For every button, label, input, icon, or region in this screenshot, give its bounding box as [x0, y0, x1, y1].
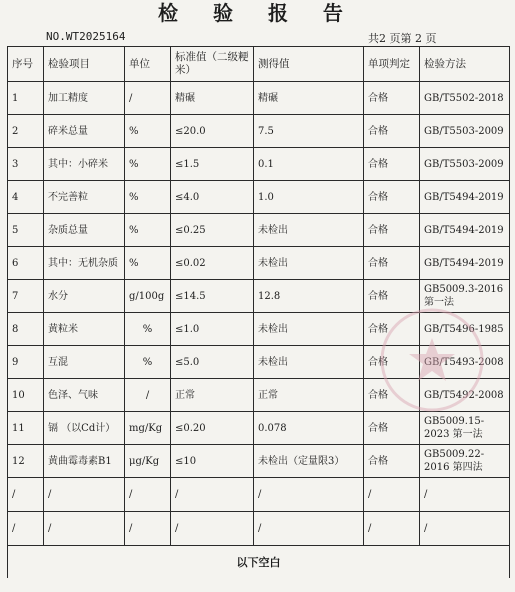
report-title: 检 验 报 告: [158, 1, 357, 25]
cell-judgement: 合格: [364, 346, 420, 379]
cell-measured: 0.1: [254, 148, 364, 181]
cell-no: 12: [8, 445, 44, 478]
col-header-method: 检验方法: [420, 47, 510, 82]
cell-item: 加工精度: [44, 82, 125, 115]
table-row: [8, 148, 510, 181]
cell-item: /: [44, 478, 125, 512]
cell-measured: 7.5: [254, 115, 364, 148]
cell-item: 其中：无机杂质: [44, 247, 125, 280]
cell-method: /: [420, 512, 510, 546]
col-header-measured: 测得值: [254, 47, 364, 82]
cell-no: /: [8, 512, 44, 546]
cell-unit: %: [125, 214, 171, 247]
cell-judgement: 合格: [364, 379, 420, 412]
cell-standard: 精碾: [171, 82, 254, 115]
cell-measured: 精碾: [254, 82, 364, 115]
cell-unit: %: [125, 181, 171, 214]
cell-unit: g/100g: [125, 280, 171, 313]
cell-no: 11: [8, 412, 44, 445]
cell-method: GB/T5502-2018: [420, 82, 510, 115]
col-header-item: 检验项目: [44, 47, 125, 82]
cell-no: 3: [8, 148, 44, 181]
cell-item: 黄粒米: [44, 313, 125, 346]
table-row: [8, 280, 510, 313]
cell-measured: /: [254, 512, 364, 546]
table-row: [8, 379, 510, 412]
cell-measured: 未检出（定量限3）: [254, 445, 364, 478]
cell-no: 10: [8, 379, 44, 412]
cell-item: 色泽、气味: [44, 379, 125, 412]
cell-standard: ≤1.5: [171, 148, 254, 181]
table-row: [8, 512, 510, 546]
cell-measured: 未检出: [254, 247, 364, 280]
cell-measured: 1.0: [254, 181, 364, 214]
cell-standard: ≤0.02: [171, 247, 254, 280]
table-row: [8, 346, 510, 379]
cell-item: /: [44, 512, 125, 546]
cell-judgement: 合格: [364, 247, 420, 280]
cell-measured: 正常: [254, 379, 364, 412]
cell-no: 9: [8, 346, 44, 379]
cell-standard: ≤0.25: [171, 214, 254, 247]
cell-judgement: /: [364, 512, 420, 546]
cell-judgement: 合格: [364, 313, 420, 346]
cell-no: 5: [8, 214, 44, 247]
cell-measured: 0.078: [254, 412, 364, 445]
cell-judgement: 合格: [364, 115, 420, 148]
cell-standard: /: [171, 512, 254, 546]
cell-measured: 未检出: [254, 214, 364, 247]
cell-standard: 正常: [171, 379, 254, 412]
cell-method: GB/T5494-2019: [420, 214, 510, 247]
cell-standard: ≤5.0: [171, 346, 254, 379]
cell-standard: ≤1.0: [171, 313, 254, 346]
col-header-unit: 单位: [125, 47, 171, 82]
cell-unit: /: [125, 82, 171, 115]
cell-standard: /: [171, 478, 254, 512]
table-row: [8, 115, 510, 148]
cell-judgement: 合格: [364, 412, 420, 445]
cell-judgement: 合格: [364, 181, 420, 214]
cell-method: GB/T5503-2009: [420, 115, 510, 148]
table-row: [8, 445, 510, 478]
cell-unit: %: [125, 346, 171, 379]
cell-method: GB/T5503-2009: [420, 148, 510, 181]
cell-no: /: [8, 478, 44, 512]
cell-judgement: 合格: [364, 445, 420, 478]
cell-standard: ≤14.5: [171, 280, 254, 313]
table-row: [8, 82, 510, 115]
cell-method: GB/T5494-2019: [420, 181, 510, 214]
table-row: [8, 214, 510, 247]
blank-below-note: 以下空白: [8, 546, 510, 579]
cell-judgement: 合格: [364, 280, 420, 313]
cell-method: GB5009.15-2023 第一法: [420, 412, 510, 445]
cell-method: GB/T5496-1985: [420, 313, 510, 346]
cell-item: 互混: [44, 346, 125, 379]
cell-standard: ≤0.20: [171, 412, 254, 445]
cell-no: 4: [8, 181, 44, 214]
cell-unit: mg/Kg: [125, 412, 171, 445]
cell-unit: %: [125, 313, 171, 346]
table-row: [8, 181, 510, 214]
cell-method: GB5009.3-2016 第一法: [420, 280, 510, 313]
cell-judgement: 合格: [364, 148, 420, 181]
inspection-table: [7, 46, 510, 578]
cell-item: 碎米总量: [44, 115, 125, 148]
cell-measured: 未检出: [254, 346, 364, 379]
cell-measured: 未检出: [254, 313, 364, 346]
report-number: NO.WT2025164: [46, 30, 126, 43]
table-row: [8, 247, 510, 280]
col-header-no: 序号: [8, 47, 44, 82]
table-row: [8, 478, 510, 512]
col-header-judgement: 单项判定: [364, 47, 420, 82]
cell-method: GB/T5494-2019: [420, 247, 510, 280]
footer-row: [8, 546, 510, 579]
table-row: [8, 412, 510, 445]
cell-judgement: 合格: [364, 82, 420, 115]
cell-unit: %: [125, 115, 171, 148]
cell-unit: /: [125, 478, 171, 512]
cell-no: 6: [8, 247, 44, 280]
cell-item: 不完善粒: [44, 181, 125, 214]
cell-standard: ≤10: [171, 445, 254, 478]
cell-unit: /: [125, 512, 171, 546]
cell-judgement: /: [364, 478, 420, 512]
cell-judgement: 合格: [364, 214, 420, 247]
cell-method: GB/T5492-2008: [420, 379, 510, 412]
cell-unit: %: [125, 247, 171, 280]
cell-measured: /: [254, 478, 364, 512]
cell-standard: ≤20.0: [171, 115, 254, 148]
cell-method: GB5009.22-2016 第四法: [420, 445, 510, 478]
cell-no: 8: [8, 313, 44, 346]
cell-item: 黄曲霉毒素B1: [44, 445, 125, 478]
header-row: [8, 47, 510, 82]
cell-no: 1: [8, 82, 44, 115]
cell-unit: μg/Kg: [125, 445, 171, 478]
cell-item: 杂质总量: [44, 214, 125, 247]
cell-method: GB/T5493-2008: [420, 346, 510, 379]
cell-unit: /: [125, 379, 171, 412]
cell-measured: 12.8: [254, 280, 364, 313]
cell-no: 7: [8, 280, 44, 313]
cell-standard: ≤4.0: [171, 181, 254, 214]
cell-method: /: [420, 478, 510, 512]
table-row: [8, 313, 510, 346]
cell-no: 2: [8, 115, 44, 148]
cell-item: 其中：小碎米: [44, 148, 125, 181]
col-header-standard: 标准值（二级粳米）: [171, 47, 254, 82]
cell-item: 水分: [44, 280, 125, 313]
cell-item: 镉 （以Cd计）: [44, 412, 125, 445]
cell-unit: %: [125, 148, 171, 181]
page-info: 共2 页第 2 页: [368, 32, 437, 45]
